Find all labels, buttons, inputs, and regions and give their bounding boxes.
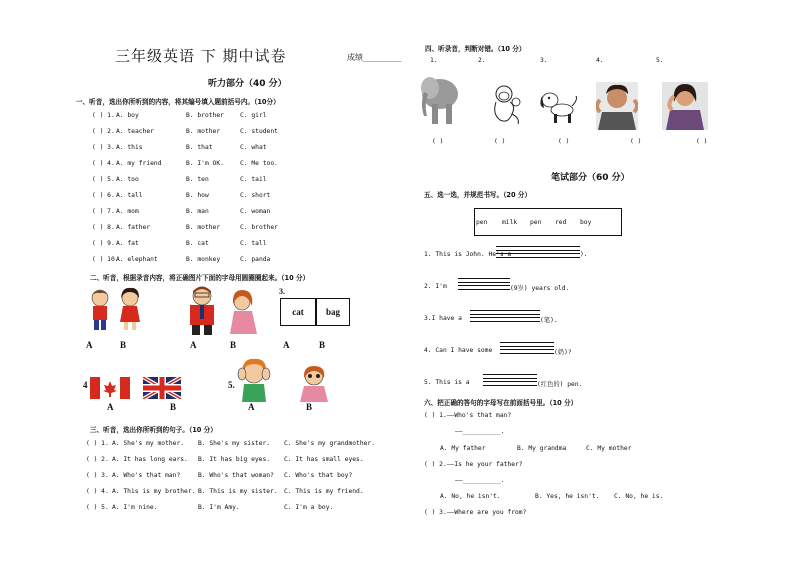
part1-option-b: B. monkey — [186, 256, 221, 263]
part1-option-c: C. woman — [240, 208, 271, 215]
word-bank-word: pen — [530, 219, 542, 226]
boy-photo-picture — [596, 82, 638, 130]
part2-choice-label: B — [230, 340, 237, 350]
part6-q1-opt-a: A. My father — [440, 445, 486, 452]
man-and-woman-picture — [182, 284, 266, 336]
part2-choice-label: A — [86, 340, 93, 350]
part5-sentence-start: 5. This is a — [424, 379, 470, 386]
writing-guide-line — [500, 346, 554, 347]
part1-option-c: C. short — [240, 192, 271, 199]
part3-option-c: C. She's my grandmother. — [284, 440, 375, 447]
part2-choice-label: B — [306, 402, 313, 412]
word-bank-word: pen — [476, 219, 488, 226]
part3-option-b: B. It has big eyes. — [198, 456, 271, 463]
part5-sentence-end: (笔). — [540, 317, 558, 324]
part1-option-a: A. mom — [116, 208, 139, 215]
boy-and-girl-picture — [86, 286, 146, 334]
part1-row-number: ( ) 8. — [92, 224, 115, 231]
part1-row-number: ( ) 2. — [92, 128, 115, 135]
part3-row-number: ( ) 3. — [86, 472, 109, 479]
part6-heading: 六、把正确的答句的字母写在前面括号里。（10 分） — [424, 399, 578, 407]
canada-flag-icon — [90, 377, 130, 399]
word-bank-word: red — [555, 219, 567, 226]
writing-guide-line — [483, 385, 537, 386]
part1-option-a: A. fat — [116, 240, 139, 247]
part4-answer-bracket: ( ) — [432, 138, 444, 145]
part3-option-c: C. I'm a boy. — [284, 504, 334, 511]
part1-option-b: B. brother — [186, 112, 224, 119]
part1-row-number: ( ) 3. — [92, 144, 115, 151]
score-label: 成绩________ — [347, 53, 402, 62]
part1-option-c: C. tall — [240, 240, 267, 247]
part4-answer-bracket: ( ) — [696, 138, 708, 145]
part1-option-a: A. teacher — [116, 128, 154, 135]
part1-option-a: A. boy — [116, 112, 139, 119]
part5-sentence-start: 4. Can I have some — [424, 347, 493, 354]
part3-row-number: ( ) 5. — [86, 504, 109, 511]
part1-row-number: ( ) 6. — [92, 192, 115, 199]
part1-row-number: ( ) 4. — [92, 160, 115, 167]
dog-picture — [538, 90, 578, 124]
part4-answer-bracket: ( ) — [630, 138, 642, 145]
word-bank-box — [474, 208, 622, 236]
part1-option-c: C. student — [240, 128, 278, 135]
writing-guide-line — [500, 353, 554, 354]
word-bank-word: boy — [580, 219, 592, 226]
part1-row-number: ( ) 9. — [92, 240, 115, 247]
part2-choice-label: A — [283, 340, 290, 350]
part3-option-b: B. This is my sister. — [198, 488, 278, 495]
part1-option-a: A. tall — [116, 192, 143, 199]
part1-option-b: B. how — [186, 192, 209, 199]
part1-option-a: A. father — [116, 224, 151, 231]
part1-option-c: C. what — [240, 144, 267, 151]
part5-sentence-end: ). — [580, 251, 588, 258]
part1-option-b: B. mother — [186, 128, 221, 135]
girl-photo-picture — [662, 82, 708, 130]
exam-title: 三年级英语 下 期中试卷 — [115, 47, 287, 65]
part6-q1-opt-b: B. My grandma — [517, 445, 567, 452]
part1-heading: 一、听音，选出你所听到的内容，将其编号填入题前括号内。（10分） — [76, 98, 280, 106]
word-bank-word: milk — [502, 219, 518, 226]
part5-sentence-start: 3.I have a — [424, 315, 462, 322]
part2-num5: 5. — [228, 380, 235, 390]
part1-option-b: B. that — [186, 144, 213, 151]
part1-row-number: ( ) 10. — [92, 256, 119, 263]
part6-q2-opt-a: A. No, he isn't. — [440, 493, 501, 500]
part3-option-a: A. It has long ears. — [112, 456, 188, 463]
part5-heading: 五、选一选，并规范书写。（20 分） — [424, 191, 532, 199]
part1-option-a: A. too — [116, 176, 139, 183]
writing-guide-line — [470, 310, 540, 311]
part6-q3: ( ) 3.——Where are you from? — [424, 509, 527, 516]
part1-row-number: ( ) 7. — [92, 208, 115, 215]
part3-row-number: ( ) 4. — [86, 488, 109, 495]
part3-row-number: ( ) 2. — [86, 456, 109, 463]
part6-q2-opt-b: B. Yes, he isn't. — [535, 493, 600, 500]
part3-option-a: A. Who's that man? — [112, 472, 181, 479]
part6-q1: ( ) 1.——Who's that man? — [424, 412, 512, 419]
part4-heading: 四、听录音，判断对错。（10 分） — [425, 45, 526, 53]
writing-guide-line — [458, 289, 510, 290]
part4-picture-number: 1. — [430, 57, 438, 64]
part1-option-a: A. this — [116, 144, 143, 151]
part3-option-c: C. This is my friend. — [284, 488, 364, 495]
writing-guide-line — [500, 349, 554, 350]
part6-q2: ( ) 2.——Is he your father? — [424, 461, 523, 468]
part2-choice-label: B — [120, 340, 127, 350]
uk-flag-icon — [143, 377, 181, 399]
part1-option-c: C. tail — [240, 176, 267, 183]
part1-option-b: B. ten — [186, 176, 209, 183]
part6-q1-opt-c: C. My mother — [586, 445, 632, 452]
part1-row-number: ( ) 1. — [92, 112, 115, 119]
part1-option-c: C. brother — [240, 224, 278, 231]
writing-guide-line — [483, 381, 537, 382]
writing-guide-line — [500, 342, 554, 343]
elephant-picture — [418, 72, 460, 126]
girl-with-big-ears-picture — [236, 356, 272, 402]
part5-sentence-end: (红色的) pen. — [537, 381, 583, 388]
part2-num3: 3. — [279, 287, 285, 296]
part1-option-a: A. my friend — [116, 160, 162, 167]
part3-row-number: ( ) 1. — [86, 440, 109, 447]
part1-option-c: C. Me too. — [240, 160, 278, 167]
part3-option-b: B. Who's that woman? — [198, 472, 274, 479]
part5-sentence-start: 1. This is John. He's a — [424, 251, 512, 258]
part1-option-b: B. man — [186, 208, 209, 215]
monkey-picture — [488, 84, 522, 126]
part2-choice-label: A — [107, 402, 114, 412]
part2-choice-label: B — [170, 402, 177, 412]
part1-option-a: A. elephant — [116, 256, 158, 263]
part5-sentence-end: (9岁) years old. — [510, 285, 570, 292]
part2-num4: 4 — [83, 380, 88, 390]
part6-q2-opt-c: C. No, he is. — [614, 493, 664, 500]
part3-option-b: B. She's my sister. — [198, 440, 271, 447]
writing-guide-line — [470, 321, 540, 322]
part3-option-a: A. I'm nine. — [112, 504, 158, 511]
part4-answer-bracket: ( ) — [494, 138, 506, 145]
part4-picture-number: 5. — [656, 57, 664, 64]
part3-heading: 三、听音，选出你所听到的句子。（10 分） — [90, 426, 217, 434]
part1-row-number: ( ) 5. — [92, 176, 115, 183]
part2-choice-label: A — [190, 340, 197, 350]
writing-guide-line — [483, 378, 537, 379]
writing-guide-line — [496, 253, 580, 254]
part1-option-c: C. girl — [240, 112, 267, 119]
part3-option-b: B. I'm Amy. — [198, 504, 240, 511]
writing-guide-line — [458, 285, 510, 286]
part4-answer-bracket: ( ) — [558, 138, 570, 145]
writing-guide-line — [458, 282, 510, 283]
word-card-bag: bag — [316, 298, 350, 326]
writing-guide-line — [496, 257, 580, 258]
writing-guide-line — [483, 374, 537, 375]
part5-sentence-end: (奶)? — [554, 349, 572, 356]
writing-guide-line — [470, 314, 540, 315]
writing-guide-line — [470, 317, 540, 318]
part1-option-c: C. panda — [240, 256, 271, 263]
part3-option-c: C. Who's that boy? — [284, 472, 353, 479]
part4-picture-number: 2. — [478, 57, 486, 64]
part5-sentence-start: 2. I'm — [424, 283, 447, 290]
part1-option-b: B. mother — [186, 224, 221, 231]
part2-choice-label: A — [248, 402, 255, 412]
part1-option-b: B. I'm OK. — [186, 160, 224, 167]
part1-option-b: B. cat — [186, 240, 209, 247]
writing-guide-line — [458, 278, 510, 279]
part3-option-c: C. It has small eyes. — [284, 456, 364, 463]
part3-option-a: A. She's my mother. — [112, 440, 185, 447]
girl-with-big-eyes-picture — [296, 364, 332, 402]
part4-picture-number: 3. — [540, 57, 548, 64]
listening-section-title: 听力部分（40 分） — [208, 79, 287, 89]
part2-heading: 二、听音，根据录音内容，将正确图片下面的字母用圆圈圈起来。（10 分） — [90, 274, 310, 282]
word-card-cat: cat — [280, 298, 316, 326]
writing-section-title: 笔试部分（60 分） — [551, 173, 630, 183]
writing-guide-line — [496, 246, 580, 247]
part6-q2-answer-line: ——__________. — [455, 477, 505, 484]
part6-q1-answer-line: ——__________. — [455, 428, 505, 435]
part2-choice-label: B — [319, 340, 326, 350]
part3-option-a: A. This is my brother. — [112, 488, 196, 495]
part4-picture-number: 4. — [596, 57, 604, 64]
writing-guide-line — [496, 250, 580, 251]
